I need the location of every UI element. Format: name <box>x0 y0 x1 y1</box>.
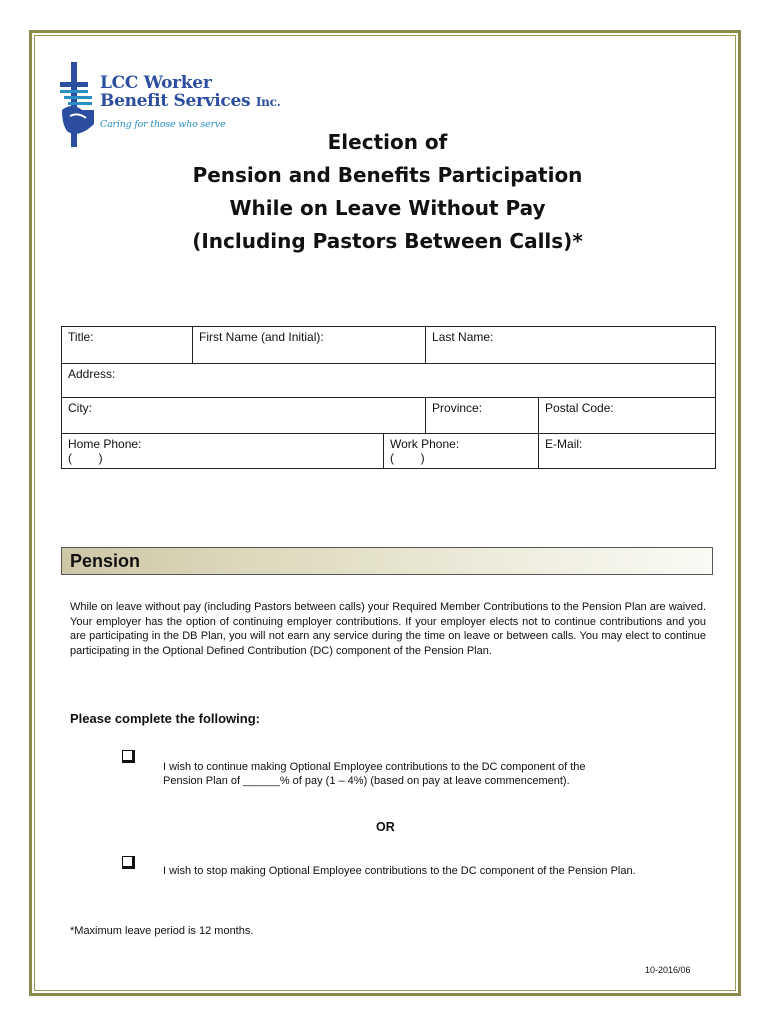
email-field[interactable] <box>539 434 716 469</box>
continue-contributions-checkbox[interactable] <box>122 750 135 763</box>
pension-heading: Pension <box>70 551 141 571</box>
logo-name-line1: LCC Worker <box>100 73 212 93</box>
work-phone-label: Work Phone: <box>390 437 460 451</box>
last-name-label: Last Name: <box>432 330 494 344</box>
or-separator: OR <box>376 820 395 834</box>
pension-section-header <box>61 547 713 575</box>
first-name-field[interactable] <box>193 327 426 364</box>
stop-contributions-text: I wish to stop making Optional Employee contributions to the DC component of the Pension Plan. <box>163 865 636 877</box>
logo-wordmark <box>100 74 280 111</box>
work-phone-area: ( ) <box>390 451 425 465</box>
title-line2: Pension and Benefits Participation <box>192 163 583 187</box>
member-info-table <box>61 326 716 469</box>
home-phone-field[interactable] <box>62 434 384 469</box>
form-code: 10-2016/06 <box>645 965 691 975</box>
title-field[interactable] <box>62 327 193 364</box>
last-name-field[interactable] <box>426 327 716 364</box>
postal-code-field[interactable] <box>539 398 716 434</box>
instructions-subheading: Please complete the following: <box>70 711 260 726</box>
city-label: City: <box>68 401 92 415</box>
title-line1: Election of <box>327 130 448 154</box>
continue-contributions-text <box>163 760 586 788</box>
logo-inc: Inc. <box>255 95 281 109</box>
city-field[interactable] <box>62 398 426 434</box>
stop-contributions-checkbox[interactable] <box>122 856 135 869</box>
first-name-label: First Name (and Initial): <box>199 330 324 344</box>
email-label: E-Mail: <box>545 437 583 451</box>
address-label: Address: <box>68 367 116 381</box>
pension-paragraph: While on leave without pay (including Pastors between calls) your Required Member Contributions to the Pension Plan are waived. Your employer has the option of continuing employer contributions. If your employer elects not to continue contributions and you are participating in the DB Plan, you will not earn any service during the time on leave or between calls. You may elect to continue participating in the Optional Defined Contribution (DC) component of the Pension Plan. <box>70 601 706 657</box>
cross-hands-icon <box>60 62 94 147</box>
home-phone-area: ( ) <box>68 451 103 465</box>
work-phone-field[interactable] <box>384 434 539 469</box>
footnote: *Maximum leave period is 12 months. <box>70 925 254 937</box>
title-label: Title: <box>68 330 94 344</box>
document-title <box>130 126 645 258</box>
title-line3: While on Leave Without Pay <box>229 196 546 220</box>
title-line4: (Including Pastors Between Calls)* <box>192 229 583 253</box>
address-field[interactable] <box>62 364 716 398</box>
option1-line2: Pension Plan of ______% of pay (1 – 4%) (based on pay at leave commencement). <box>163 775 570 787</box>
logo-tagline: Caring for those who serve <box>100 119 226 130</box>
province-label: Province: <box>432 401 483 415</box>
home-phone-label: Home Phone: <box>68 437 142 451</box>
postal-code-label: Postal Code: <box>545 401 614 415</box>
logo-name-line2: Benefit Services <box>100 91 251 111</box>
province-field[interactable] <box>426 398 539 434</box>
option1-line1: I wish to continue making Optional Employee contributions to the DC component of the <box>163 761 586 773</box>
